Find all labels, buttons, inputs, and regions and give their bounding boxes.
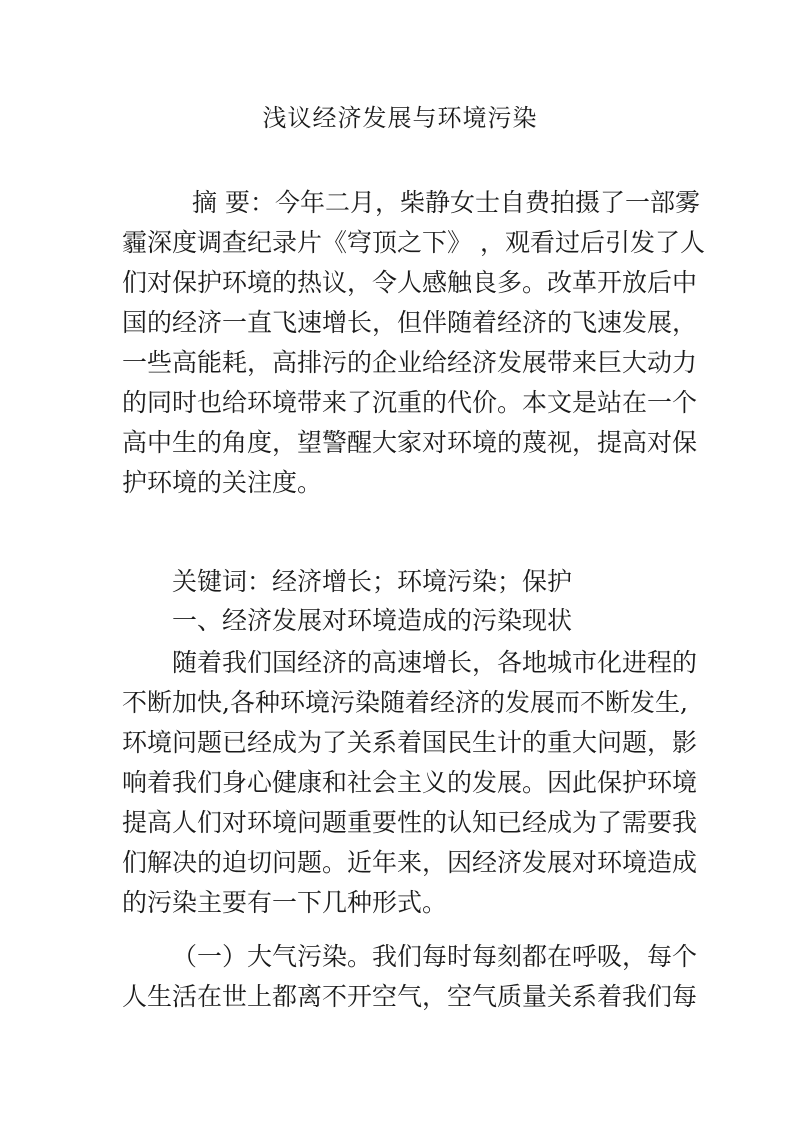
- document-title: 浅议经济发展与环境污染: [262, 104, 538, 132]
- section-heading: [122, 601, 680, 641]
- abstract-line: 国的经济一直飞速增长，但伴随着经济的飞速发展，: [122, 308, 698, 337]
- abstract-line: 护环境的关注度。: [122, 468, 323, 497]
- abstract-line: 们对保护环境的热议，令人感触良多。改革开放后中: [122, 268, 698, 297]
- keywords-text: 关键词：经济增长；环境污染；保护: [172, 567, 573, 596]
- abstract-line: 高中生的角度，望警醒大家对环境的蔑视，提高对保: [122, 428, 698, 457]
- section-heading-text: 一、经济发展对环境造成的污染现状: [172, 606, 573, 635]
- paragraph-line: （一）大气污染。我们每时每刻都在呼吸，每个: [172, 942, 698, 971]
- paragraph-line: 的污染主要有一下几种形式。: [122, 888, 448, 917]
- abstract-paragraph: [122, 183, 705, 503]
- body-paragraph-2: [122, 937, 698, 1017]
- paragraph-line: 们解决的迫切问题。近年来，因经济发展对环境造成: [122, 848, 698, 877]
- abstract-line: 一些高能耗，高排污的企业给经济发展带来巨大动力: [122, 348, 698, 377]
- abstract-line: 霾深度调查纪录片《穹顶之下》 ，观看过后引发了人: [122, 228, 705, 257]
- abstract-line: 摘 要：今年二月，柴静女士自费拍摄了一部雾: [192, 188, 700, 217]
- body-paragraph-1: [122, 643, 698, 923]
- paragraph-line: 不断加快,各种环境污染随着经济的发展而不断发生,: [122, 688, 688, 717]
- keywords-line: [122, 562, 680, 602]
- paragraph-line: 随着我们国经济的高速增长，各地城市化进程的: [172, 648, 698, 677]
- paragraph-line: 响着我们身心健康和社会主义的发展。因此保护环境: [122, 768, 698, 797]
- paragraph-line: 提高人们对环境问题重要性的认知已经成为了需要我: [122, 808, 698, 837]
- paragraph-line: 环境问题已经成为了关系着国民生计的重大问题，影: [122, 728, 698, 757]
- abstract-line: 的同时也给环境带来了沉重的代价。本文是站在一个: [122, 388, 698, 417]
- paragraph-line: 人生活在世上都离不开空气，空气质量关系着我们每: [122, 982, 698, 1011]
